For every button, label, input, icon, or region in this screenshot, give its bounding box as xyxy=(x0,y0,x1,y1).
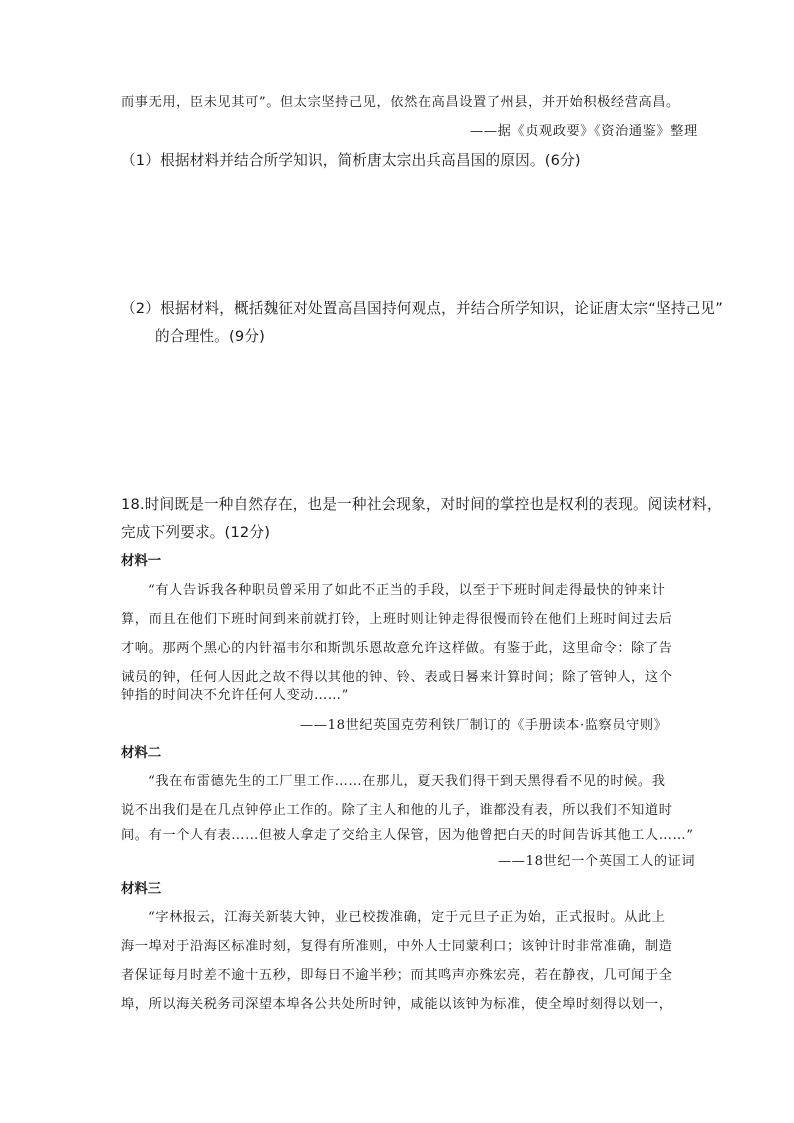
material-1-line: “有人告诉我各种职员曾采用了如此不正当的手段，以至于下班时间走得最快的钟来计 xyxy=(148,583,666,598)
material-3-line: 者保证每月时差不逾十五秒，即每日不逾半秒；而其鸣声亦殊宏亮，若在静夜，几可闻于全 xyxy=(121,968,673,983)
material-1-heading: 材料一 xyxy=(121,554,162,569)
material-1-line: 算，而且在他们下班时间到来前就打铃，上班时则让钟走得很慢而铃在他们上班时间过去后 xyxy=(121,612,673,627)
material-2-line: “我在布雷德先生的工厂里工作……在那儿，夏天我们得干到天黑得看不见的时候。我 xyxy=(148,774,666,789)
question-18-stem-line-2: 完成下列要求。(12分) xyxy=(121,524,271,541)
material-3-heading: 材料三 xyxy=(121,882,162,897)
material-2-heading: 材料二 xyxy=(121,746,162,761)
material-2-line: 说不出我们是在几点钟停止工作的。除了主人和他的儿子，谁都没有表，所以我们不知道时 xyxy=(121,803,673,818)
question-17-part-1: （1）根据材料并结合所学知识，简析唐太宗出兵高昌国的原因。(6分) xyxy=(121,152,581,169)
material-1-line: 才响。那两个黑心的内针福韦尔和斯凯乐恩故意允许这样做。有鉴于此，这里命令：除了告 xyxy=(121,641,673,656)
material-3-line: “字林报云，江海关新装大钟，业已校拨准确，定于元旦子正为始，正式报时。从此上 xyxy=(148,910,666,925)
material-3-line: 海一埠对于沿海区标准时刻，复得有所准则，中外人士同蒙利口；该钟计时非常准确，制造 xyxy=(121,939,673,954)
material-1-line: 钟指的时间决不允许任何人变动……” xyxy=(121,688,349,703)
question-18-stem-line-1: 18.时间既是一种自然存在，也是一种社会现象，对时间的掌控也是权利的表现。阅读材料， xyxy=(121,496,722,513)
material-closing-line: 而事无用，臣未见其可”。但太宗坚持己见，依然在高昌设置了州县，并开始积极经营高昌。 xyxy=(121,95,680,110)
question-17-part-2-line-1: （2）根据材料，概括魏征对处置高昌国持何观点，并结合所学知识，论证唐太宗“坚持己见” xyxy=(121,300,723,317)
material-2-source: ——18世纪一个英国工人的证词 xyxy=(498,854,696,869)
material-1-line: 诫员的钟，任何人因此之故不得以其他的钟、铃、表或日晷来计算时间；除了管钟人，这个 xyxy=(121,670,673,685)
material-source: ——据《贞观政要》《资治通鉴》整理 xyxy=(470,124,698,139)
material-1-source: ——18世纪英国克劳利铁厂制订的《手册读本·监察员守则》 xyxy=(300,718,668,733)
material-2-line: 间。有一个人有表……但被人拿走了交给主人保管，因为他曾把白天的时间告诉其他工人……” xyxy=(121,828,694,843)
question-17-part-2-line-2: 的合理性。(9分) xyxy=(155,328,266,345)
material-3-line: 埠，所以海关税务司深望本埠各公共处所时钟，咸能以该钟为标准，使全埠时刻得以划一， xyxy=(121,997,673,1012)
